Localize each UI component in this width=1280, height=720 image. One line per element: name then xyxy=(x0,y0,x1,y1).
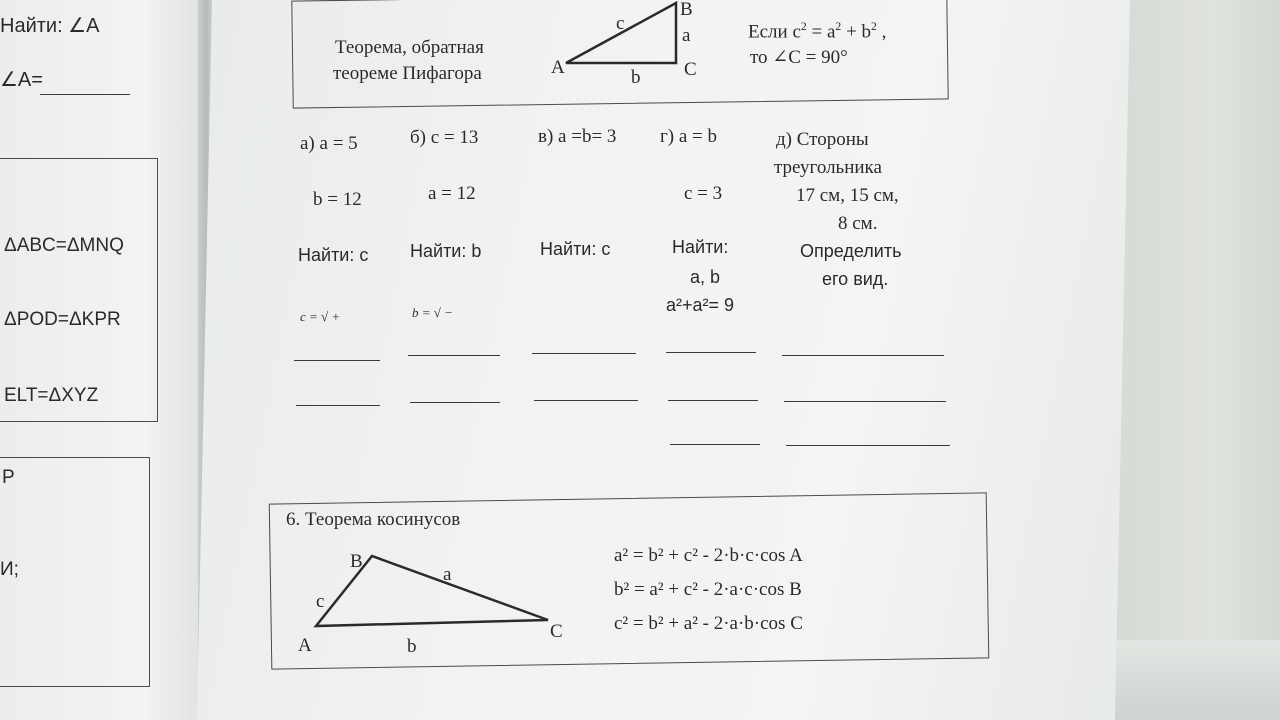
left-frag-p: P xyxy=(2,467,15,488)
ex-b-given1: б) c = 13 xyxy=(410,127,479,148)
ex-v-line1 xyxy=(532,353,636,354)
cosine-title: 6. Теорема косинусов xyxy=(286,509,461,530)
congruence-2: ΔPOD=ΔKPR xyxy=(4,309,121,330)
ex-d-line-c xyxy=(786,445,950,446)
cosine-side-c: c xyxy=(316,591,325,612)
background-wall xyxy=(1115,0,1280,720)
ex-a-given2: b = 12 xyxy=(313,189,362,210)
ex-d-line6: его вид. xyxy=(822,269,889,289)
converse-title-line2: теореме Пифагора xyxy=(333,63,482,84)
ex-b-line1 xyxy=(408,355,500,356)
ex-b-line2 xyxy=(410,402,500,403)
table-surface xyxy=(1100,640,1280,720)
ex-g-line3 xyxy=(670,444,760,445)
ex-b-find: Найти: b xyxy=(410,241,482,261)
left-answer-line xyxy=(40,94,130,95)
ex-v-line2 xyxy=(534,400,638,401)
converse-vertex-b: B xyxy=(680,0,693,20)
converse-conclusion: то ∠C = 90° xyxy=(750,47,848,68)
ex-g-given2: c = 3 xyxy=(684,183,723,204)
ex-a-hint: c = √ + xyxy=(300,309,341,324)
converse-side-a: a xyxy=(682,25,691,46)
ex-d-line3: 17 см, 15 см, xyxy=(796,185,899,206)
ex-b-given2: a = 12 xyxy=(428,183,476,204)
ex-g-equation: a²+a²= 9 xyxy=(666,295,735,315)
ex-d-line1: д) Стороны xyxy=(776,129,869,150)
ex-v-given1: в) a =b= 3 xyxy=(538,126,617,147)
ex-b-hint: b = √ − xyxy=(412,305,453,320)
converse-side-c: c xyxy=(616,13,625,34)
ex-g-given1: г) a = b xyxy=(660,126,718,147)
left-congruence-box xyxy=(0,158,158,422)
cosine-vertex-c: C xyxy=(550,621,563,642)
left-find-angle: Найти: ∠A xyxy=(0,15,100,37)
ex-d-line-b xyxy=(784,401,946,402)
ex-a-given1: а) a = 5 xyxy=(300,133,358,154)
ex-g-line1 xyxy=(666,352,756,353)
converse-title-line1: Теорема, обратная xyxy=(335,37,484,58)
converse-vertex-a: A xyxy=(551,57,565,78)
ex-a-line2 xyxy=(296,405,380,406)
ex-g-find-line1: Найти: xyxy=(672,237,729,257)
converse-side-b: b xyxy=(631,67,641,88)
cond-mid1: = a xyxy=(806,21,836,43)
cosine-formula-1: a² = b² + c² - 2·b·c·cos A xyxy=(614,545,803,566)
ex-g-line2 xyxy=(668,400,758,401)
left-frag-m: И; xyxy=(0,559,19,580)
cosine-side-b: b xyxy=(407,636,417,657)
cond-end: , xyxy=(876,21,887,43)
cosine-side-a: a xyxy=(443,564,452,585)
congruence-1: ΔABC=ΔMNQ xyxy=(4,235,124,256)
congruence-3: ELT=ΔXYZ xyxy=(4,385,99,406)
converse-condition: Если $c^2 = a^2 + b^2$ , xyxy=(748,20,887,43)
ex-d-line5: Определить xyxy=(800,241,902,261)
ex-a-find: Найти: c xyxy=(298,245,369,265)
ex-d-line4: 8 см. xyxy=(838,213,878,234)
converse-vertex-c: C xyxy=(684,59,697,80)
left-angle-eq: ∠A= xyxy=(0,69,43,91)
ex-a-line1 xyxy=(294,360,380,361)
cond-mid2: + b xyxy=(841,21,872,43)
cosine-triangle-diagram xyxy=(300,550,560,640)
cosine-vertex-b: B xyxy=(350,551,363,572)
cond-prefix: Если c xyxy=(748,21,801,43)
ex-v-find: Найти: c xyxy=(540,239,611,259)
cosine-vertex-a: A xyxy=(298,635,312,656)
ex-d-line-a xyxy=(782,355,944,356)
cosine-formula-3: c² = b² + a² - 2·a·b·cos C xyxy=(614,613,803,634)
ex-d-line2: треугольника xyxy=(774,157,882,178)
ex-g-find-line2: a, b xyxy=(690,267,721,287)
cosine-formula-2: b² = a² + c² - 2·a·c·cos B xyxy=(614,579,802,600)
left-lower-box xyxy=(0,457,150,687)
